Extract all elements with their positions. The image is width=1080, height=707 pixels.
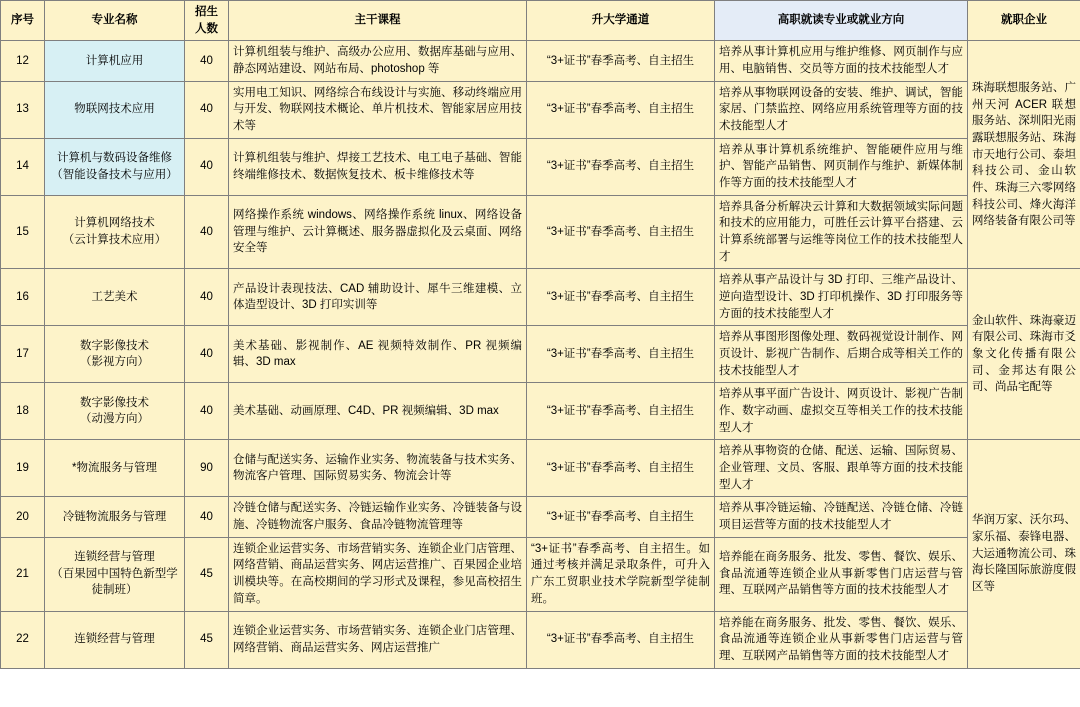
table-row (1, 138, 1080, 195)
cell-major-name: 冷链物流服务与管理 (45, 497, 185, 537)
cell-college-path: “3+证书”春季高考、自主招生 (527, 81, 715, 138)
header-career-direction: 高职就读专业或就业方向 (715, 1, 968, 41)
cell-courses: 冷链仓储与配送实务、冷链运输作业实务、冷链装备与设施、冷链物流客户服务、食品冷链物流管理等 (229, 497, 527, 537)
cell-quota: 40 (185, 383, 229, 440)
cell-career: 培养从事物资的仓储、配送、运输、国际贸易、企业管理、文员、客服、跟单等方面的技术技能型人才 (715, 440, 968, 497)
cell-career: 培养从事计算机系统维护、智能硬件应用与维护、智能产品销售、网页制作与维护、新媒体制作等方面的技术技能型人才 (715, 138, 968, 195)
header-quota (185, 1, 229, 41)
cell-no: 13 (1, 81, 45, 138)
major-name-main: 数字影像技术 (80, 396, 149, 409)
cell-major-name: 计算机应用 (45, 41, 185, 81)
header-no: 序号 (1, 1, 45, 41)
cell-career: 培养从事冷链运输、冷链配送、冷链仓储、冷链项目运营等方面的技术技能型人才 (715, 497, 968, 537)
cell-college-path: “3+证书”春季高考、自主招生 (527, 195, 715, 269)
table-row (1, 195, 1080, 269)
cell-quota: 45 (185, 537, 229, 611)
major-name-main: 计算机与数码设备维修 (57, 152, 172, 165)
cell-college-path: “3+证书”春季高考、自主招生 (527, 269, 715, 326)
cell-major-name (45, 138, 185, 195)
cell-career: 培养具备分析解决云计算和大数据领域实际问题和技术的应用能力，可胜任云计算平台搭建、云计算系统部署与运维等岗位工作的技术技能型人才 (715, 195, 968, 269)
cell-courses: 连锁企业运营实务、市场营销实务、连锁企业门店管理、网络营销、商品运营实务、网店运营推广、百果园企业培训模块等。在高校期间的学习形式及课程，参见高校招生简章。 (229, 537, 527, 611)
cell-no: 16 (1, 269, 45, 326)
cell-quota: 40 (185, 195, 229, 269)
cell-major-name: 工艺美术 (45, 269, 185, 326)
table-row (1, 440, 1080, 497)
table-row (1, 326, 1080, 383)
major-name-sub: （影视方向） (80, 356, 149, 369)
header-quota-line2: 人数 (195, 22, 218, 35)
cell-courses: 美术基础、动画原理、C4D、PR 视频编辑、3D max (229, 383, 527, 440)
cell-major-name: 连锁经营与管理 (45, 611, 185, 668)
cell-employer: 金山软件、珠海豪迈有限公司、珠海市爻象文化传播有限公司、金邦达有限公司、尚品宅配等 (968, 269, 1080, 440)
major-name-main: 连锁经营与管理 (74, 551, 155, 564)
table-row (1, 497, 1080, 537)
major-name-sub: （智能设备技术与应用） (51, 168, 178, 181)
header-courses: 主干课程 (229, 1, 527, 41)
cell-major-name (45, 326, 185, 383)
cell-career: 培养能在商务服务、批发、零售、餐饮、娱乐、食品流通等连锁企业从事新零售门店运营与管理、互联网产品销售等方面的技术技能型人才 (715, 611, 968, 668)
cell-career: 培养能在商务服务、批发、零售、餐饮、娱乐、食品流通等连锁企业从事新零售门店运营与管理、互联网产品销售等方面的技术技能型人才 (715, 537, 968, 611)
cell-career: 培养从事平面广告设计、网页设计、影视广告制作、数字动画、虚拟交互等相关工作的技术技能型人才 (715, 383, 968, 440)
cell-quota: 40 (185, 269, 229, 326)
cell-no: 17 (1, 326, 45, 383)
cell-college-path: “3+证书”春季高考、自主招生 (527, 41, 715, 81)
table-row (1, 537, 1080, 611)
cell-quota: 90 (185, 440, 229, 497)
cell-no: 18 (1, 383, 45, 440)
table-row (1, 41, 1080, 81)
cell-courses: 实用电工知识、网络综合布线设计与实施、移动终端应用与开发、物联网技术概论、单片机技术、智能家居应用技术等 (229, 81, 527, 138)
cell-courses: 网络操作系统 windows、网络操作系统 linux、网络设备管理与维护、云计算概述、服务器虚拟化及云桌面、网络安全等 (229, 195, 527, 269)
cell-courses: 计算机组装与维护、高级办公应用、数据库基础与应用、静态网站建设、网站布局、photoshop 等 (229, 41, 527, 81)
cell-college-path: “3+证书”春季高考、自主招生 (527, 326, 715, 383)
header-employer: 就职企业 (968, 1, 1080, 41)
header-quota-line1: 招生 (195, 6, 218, 18)
header-major-name: 专业名称 (45, 1, 185, 41)
cell-college-path: “3+证书”春季高考、自主招生 (527, 138, 715, 195)
cell-courses: 连锁企业运营实务、市场营销实务、连锁企业门店管理、网络营销、商品运营实务、网店运营推广 (229, 611, 527, 668)
table-row (1, 81, 1080, 138)
major-name-main: 计算机网络技术 (74, 217, 155, 230)
cell-college-path: “3+证书”春季高考、自主招生 (527, 383, 715, 440)
cell-employer: 珠海联想服务站、广州天河 ACER 联想服务站、深圳阳光雨露联想服务站、珠海市天地行公司、泰坦科技公司、金山软件、珠海三六零网络科技公司、烽火海洋网络装备有限公司等 (968, 41, 1080, 269)
cell-courses: 产品设计表现技法、CAD 辅助设计、犀牛三维建模、立体造型设计、3D 打印实训等 (229, 269, 527, 326)
cell-no: 12 (1, 41, 45, 81)
header-college-path: 升大学通道 (527, 1, 715, 41)
cell-college-path: “3+证书”春季高考、自主招生 (527, 497, 715, 537)
cell-courses: 仓储与配送实务、运输作业实务、物流装备与技术实务、物流客户管理、国际贸易实务、物流会计等 (229, 440, 527, 497)
table-row (1, 611, 1080, 668)
cell-major-name (45, 383, 185, 440)
cell-career: 培养从事产品设计与 3D 打印、三维产品设计、逆向造型设计、3D 打印机操作、3D 打印服务等方面的技术技能型人才 (715, 269, 968, 326)
table-header-row (1, 1, 1080, 41)
cell-quota: 40 (185, 81, 229, 138)
cell-major-name: 物联网技术应用 (45, 81, 185, 138)
major-name-sub: （百果园中国特色新型学徒制班） (51, 567, 178, 597)
cell-quota: 40 (185, 41, 229, 81)
cell-no: 14 (1, 138, 45, 195)
cell-major-name (45, 537, 185, 611)
cell-college-path: “3+证书”春季高考、自主招生 (527, 611, 715, 668)
major-name-main: 数字影像技术 (80, 339, 149, 352)
cell-career: 培养从事物联网设备的安装、维护、调试，智能家居、门禁监控、网络应用系统管理等方面的技术技能型人才 (715, 81, 968, 138)
cell-quota: 45 (185, 611, 229, 668)
major-name-sub: （云计算技术应用） (62, 234, 167, 247)
major-name-sub: （动漫方向） (80, 413, 149, 426)
cell-career: 培养从事图形图像处理、数码视觉设计制作、网页设计、影视广告制作、后期合成等相关工作的技术技能型人才 (715, 326, 968, 383)
cell-courses: 计算机组装与维护、焊接工艺技术、电工电子基础、智能终端维修技术、数据恢复技术、板卡维修技术等 (229, 138, 527, 195)
cell-major-name (45, 195, 185, 269)
cell-quota: 40 (185, 138, 229, 195)
cell-quota: 40 (185, 497, 229, 537)
cell-no: 15 (1, 195, 45, 269)
cell-career: 培养从事计算机应用与维护维修、网页制作与应用、电脑销售、交员等方面的技术技能型人才 (715, 41, 968, 81)
cell-college-path: “3+证书”春季高考、自主招生。如通过考核并满足录取条件，可升入广东工贸职业技术学院新型学徒制班。 (527, 537, 715, 611)
table-row (1, 269, 1080, 326)
cell-no: 22 (1, 611, 45, 668)
cell-major-name: *物流服务与管理 (45, 440, 185, 497)
cell-no: 20 (1, 497, 45, 537)
cell-employer: 华润万家、沃尔玛、家乐福、泰锋电器、大运通物流公司、珠海长隆国际旅游度假区等 (968, 440, 1080, 668)
cell-no: 21 (1, 537, 45, 611)
table-row (1, 383, 1080, 440)
cell-no: 19 (1, 440, 45, 497)
cell-quota: 40 (185, 326, 229, 383)
cell-courses: 美术基础、影视制作、AE 视频特效制作、PR 视频编辑、3D max (229, 326, 527, 383)
cell-college-path: “3+证书”春季高考、自主招生 (527, 440, 715, 497)
